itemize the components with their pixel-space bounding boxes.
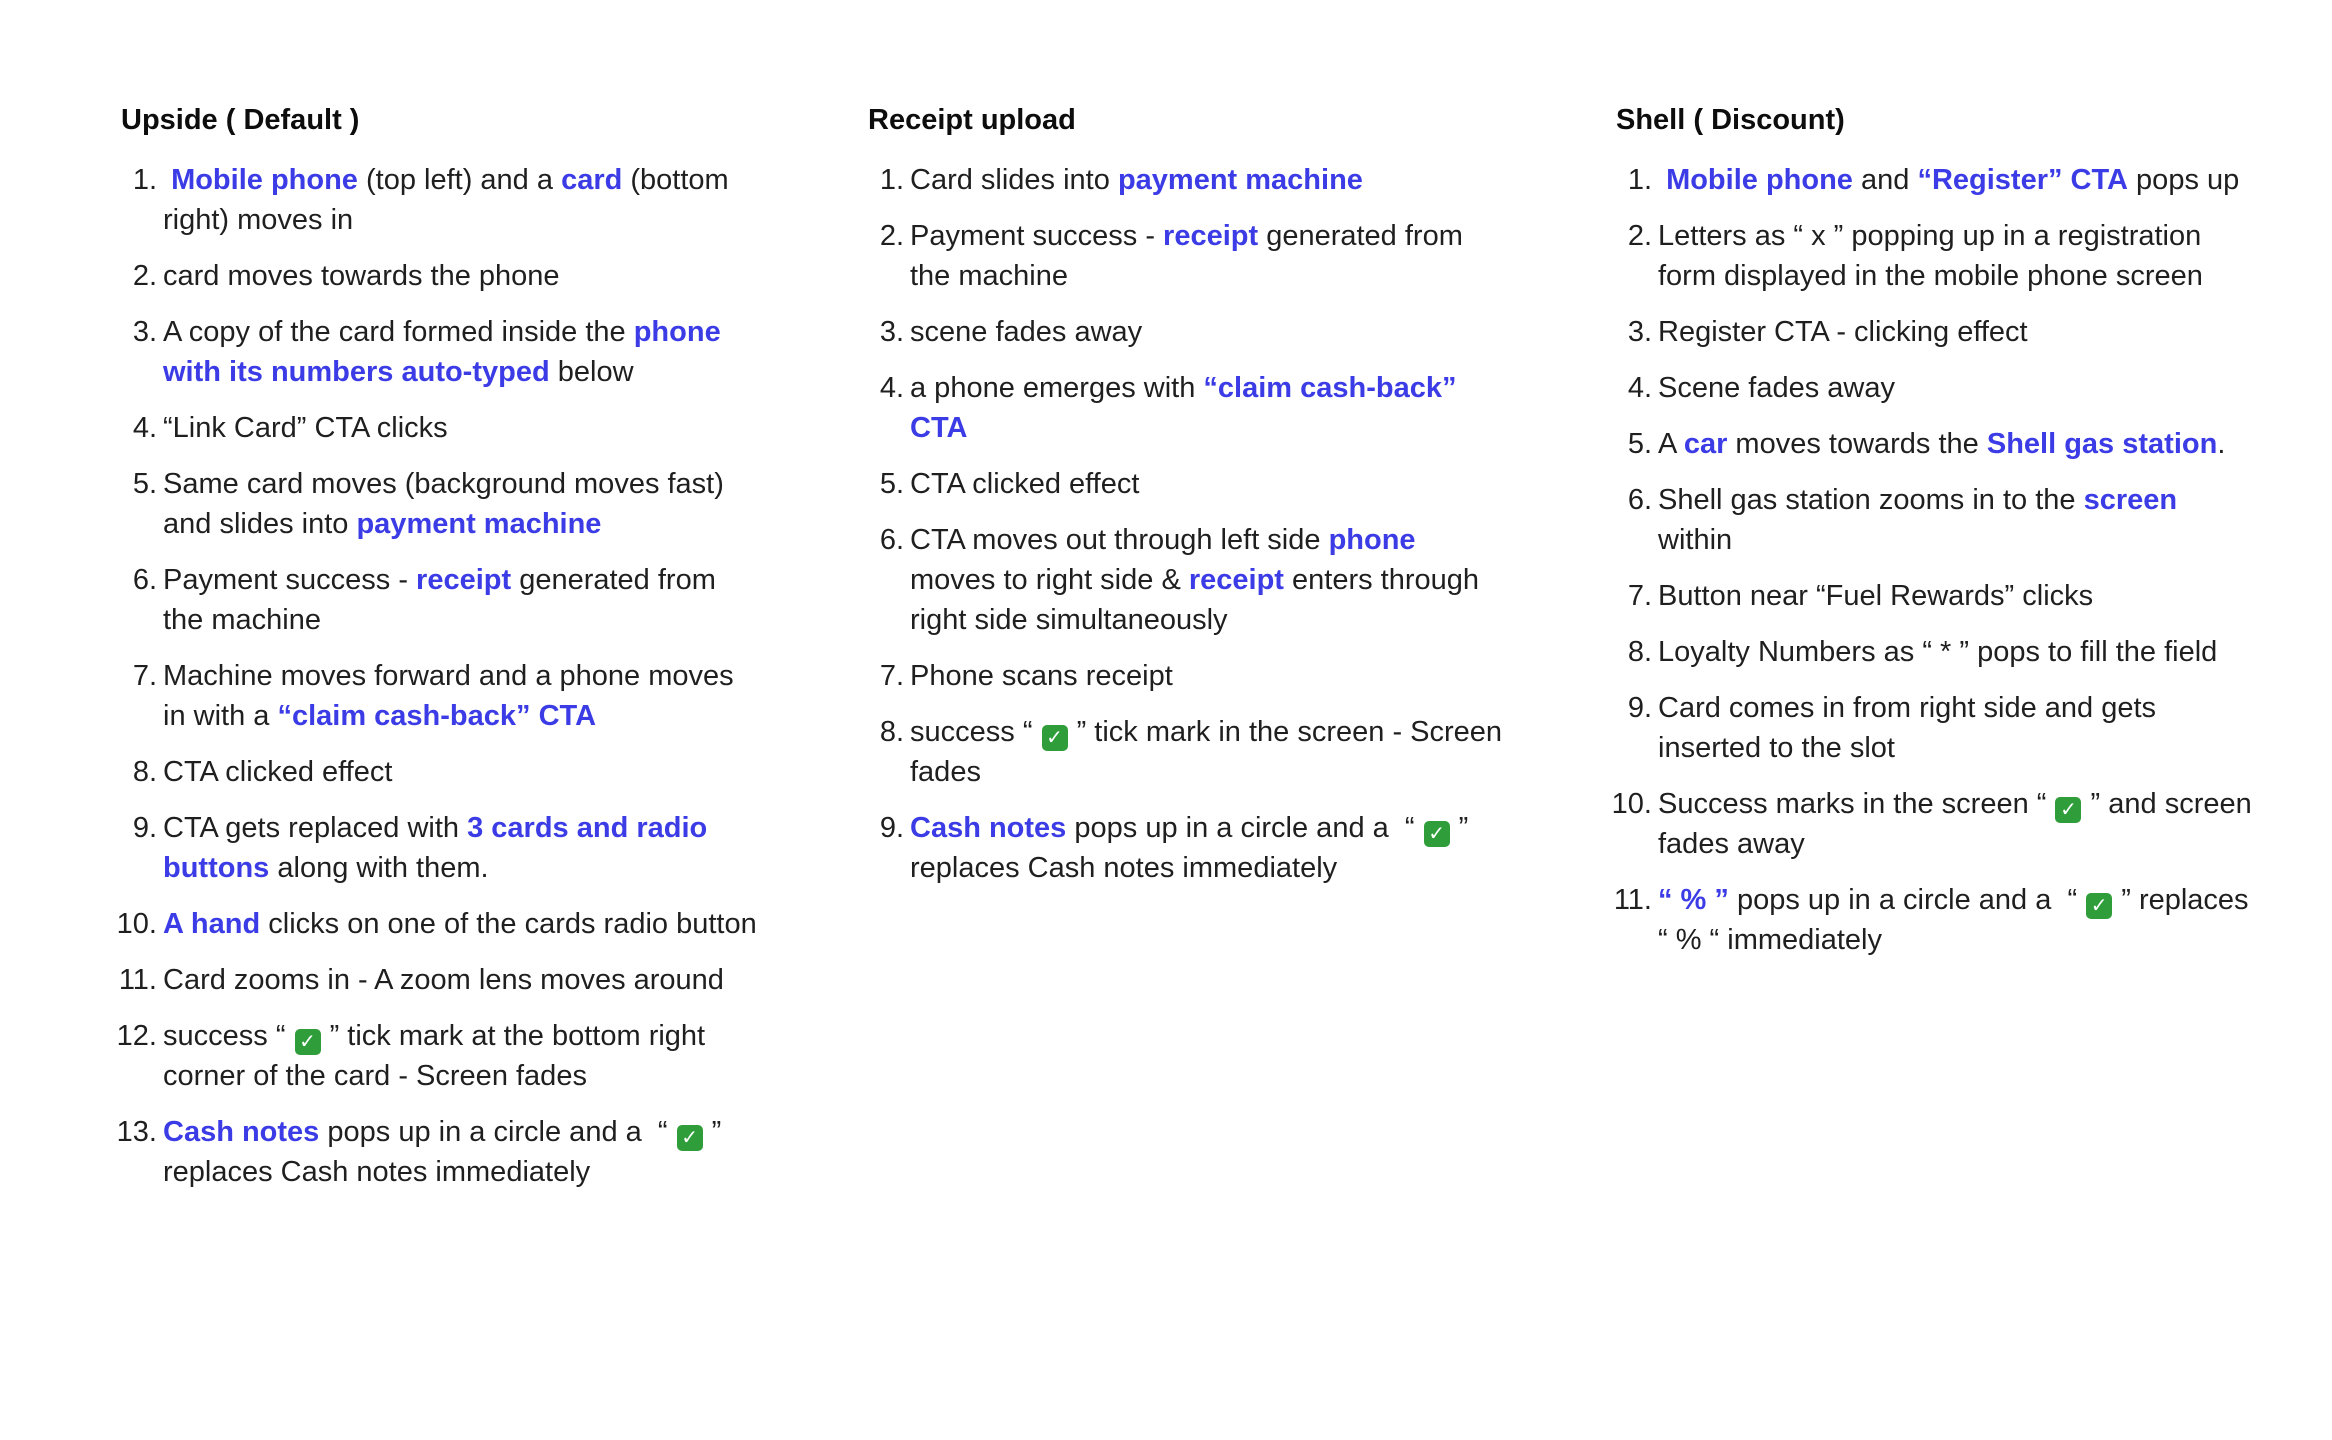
list-item xyxy=(1616,576,2256,616)
step-list xyxy=(1611,160,2260,960)
list-item xyxy=(868,656,1508,696)
step-text: moves towards the xyxy=(1727,428,1987,460)
highlighted-text: Cash notes xyxy=(163,1116,320,1148)
step-number: 1. xyxy=(879,164,904,196)
step-text: Letters as “ x ” popping up in a registration form displayed in the mobile phone screen xyxy=(1658,220,2210,292)
step-text: generated from the machine xyxy=(163,564,724,636)
step-number: 3. xyxy=(879,316,904,348)
step-number: 12. xyxy=(116,1020,157,1052)
step-text: Card slides into xyxy=(910,164,1118,196)
check-mark-icon: ✓ xyxy=(2086,893,2112,919)
highlighted-text: receipt xyxy=(1163,220,1259,252)
highlighted-text: screen xyxy=(2083,484,2178,516)
step-text: ” tick mark in the screen - Screen fades xyxy=(910,716,1511,788)
step-text: Scene fades away xyxy=(1658,372,1895,404)
step-number: 8. xyxy=(879,716,904,748)
step-number: 8. xyxy=(132,756,157,788)
list-item xyxy=(121,752,761,792)
check-mark-icon: ✓ xyxy=(295,1029,321,1055)
list-item xyxy=(116,1016,761,1096)
column-receipt-upload xyxy=(868,100,1511,904)
step-number: 5. xyxy=(1627,428,1652,460)
step-number: 5. xyxy=(879,468,904,500)
list-item xyxy=(868,520,1508,640)
step-text: pops up in a circle and a “ xyxy=(319,1116,676,1148)
list-item xyxy=(868,160,1508,200)
list-item xyxy=(1616,160,2256,200)
list-item xyxy=(116,1112,761,1192)
step-text: (top left) and a xyxy=(357,164,562,196)
list-item xyxy=(868,368,1508,448)
list-item xyxy=(116,904,761,944)
highlighted-text: “ % ” xyxy=(1658,884,1729,916)
step-text: Button near “Fuel Rewards” clicks xyxy=(1658,580,2094,612)
step-text xyxy=(1658,164,1666,196)
step-number: 6. xyxy=(879,524,904,556)
step-number: 7. xyxy=(1627,580,1652,612)
step-number: 7. xyxy=(879,660,904,692)
highlighted-text: receipt xyxy=(1188,564,1284,596)
step-text: scene fades away xyxy=(910,316,1143,348)
highlighted-text: “claim cash-back” CTA xyxy=(910,372,1465,444)
step-number: 3. xyxy=(1627,316,1652,348)
highlighted-text: Mobile phone xyxy=(171,164,358,196)
list-item xyxy=(121,464,761,544)
step-text: a phone emerges with xyxy=(910,372,1204,404)
check-mark-icon: ✓ xyxy=(1042,725,1068,751)
step-text: Register CTA - clicking effect xyxy=(1658,316,2028,348)
list-item xyxy=(868,808,1508,888)
step-text: ” replaces “ % “ immediately xyxy=(1658,884,2257,956)
highlighted-text: phone with its numbers auto-typed xyxy=(163,316,729,388)
step-text: Same card moves (background moves fast) and slides into xyxy=(163,468,732,540)
step-text: within xyxy=(1658,484,2186,556)
column-title: Receipt upload xyxy=(868,104,1076,136)
step-text: Shell gas station zooms in to the xyxy=(1658,484,2084,516)
step-text: Phone scans receipt xyxy=(910,660,1173,692)
step-text: success “ xyxy=(910,716,1041,748)
check-mark-icon: ✓ xyxy=(2055,797,2081,823)
step-number: 5. xyxy=(132,468,157,500)
step-number: 10. xyxy=(1611,788,1652,820)
step-list xyxy=(868,160,1511,888)
step-text: card moves towards the phone xyxy=(163,260,560,292)
step-number: 2. xyxy=(1627,220,1652,252)
step-number: 9. xyxy=(879,812,904,844)
column-title: Shell ( Discount) xyxy=(1616,104,1845,136)
highlighted-text: “claim cash-back” CTA xyxy=(277,700,597,732)
list-item xyxy=(868,464,1508,504)
step-list xyxy=(116,160,761,1192)
step-text: Card comes in from right side and gets inserted to the slot xyxy=(1658,692,2165,764)
list-item xyxy=(121,160,761,240)
step-text: A xyxy=(1658,428,1684,460)
list-item xyxy=(1616,216,2256,296)
list-item xyxy=(121,656,761,736)
step-text: pops up in a circle and a “ xyxy=(1728,884,2086,916)
step-number: 13. xyxy=(116,1116,157,1148)
list-item xyxy=(121,312,761,392)
highlighted-text: payment machine xyxy=(1117,164,1363,196)
step-text: (bottom right) moves in xyxy=(163,164,737,236)
step-number: 1. xyxy=(132,164,157,196)
step-text: below xyxy=(549,356,634,388)
step-number: 4. xyxy=(132,412,157,444)
step-number: 11. xyxy=(118,964,157,996)
step-text: ” replaces Cash notes immediately xyxy=(163,1116,730,1188)
list-item xyxy=(121,560,761,640)
step-text: moves to right side & xyxy=(910,524,1424,596)
list-item xyxy=(1616,632,2256,672)
step-text: enters through right side simultaneously xyxy=(910,564,1488,636)
step-number: 8. xyxy=(1627,636,1652,668)
step-text: CTA clicked effect xyxy=(910,468,1140,500)
step-number: 1. xyxy=(1627,164,1652,196)
step-text: Card zooms in - A zoom lens moves around xyxy=(163,964,724,996)
step-text: . xyxy=(2217,428,2226,460)
step-text: A copy of the card formed inside the xyxy=(163,316,634,348)
highlighted-text: “Register” CTA xyxy=(1917,164,2128,196)
step-text: pops up in a circle and a “ xyxy=(1066,812,1423,844)
step-text: Success marks in the screen “ xyxy=(1658,788,2055,820)
step-number: 2. xyxy=(879,220,904,252)
step-text: Payment success - xyxy=(910,220,1164,252)
check-mark-icon: ✓ xyxy=(677,1125,703,1151)
step-number: 10. xyxy=(116,908,157,940)
list-item xyxy=(1616,688,2256,768)
column-upside-default xyxy=(116,100,761,1208)
highlighted-text: Shell gas station xyxy=(1986,428,2218,460)
list-item xyxy=(1613,880,2257,960)
step-text: ” tick mark at the bottom right corner of the card - Screen fades xyxy=(163,1020,714,1092)
check-mark-icon: ✓ xyxy=(1424,821,1450,847)
list-item xyxy=(1616,368,2256,408)
step-text: Loyalty Numbers as “ * ” pops to fill the field xyxy=(1658,636,2218,668)
step-text xyxy=(163,164,171,196)
list-item xyxy=(868,312,1508,352)
list-item xyxy=(118,960,761,1000)
highlighted-text: card xyxy=(561,164,623,196)
step-text: clicks on one of the cards radio button xyxy=(260,908,757,940)
step-text: ” replaces Cash notes immediately xyxy=(910,812,1477,884)
highlighted-text: receipt xyxy=(416,564,512,596)
step-text: and xyxy=(1852,164,1918,196)
highlighted-text: Mobile phone xyxy=(1666,164,1853,196)
highlighted-text: car xyxy=(1683,428,1728,460)
column-shell-discount xyxy=(1611,100,2260,976)
step-text: “Link Card” CTA clicks xyxy=(163,412,448,444)
step-number: 6. xyxy=(1627,484,1652,516)
highlighted-text: payment machine xyxy=(356,508,602,540)
step-text: Machine moves forward and a phone moves in with a xyxy=(163,660,742,732)
step-number: 7. xyxy=(132,660,157,692)
highlighted-text: A hand xyxy=(163,908,261,940)
step-number: 2. xyxy=(132,260,157,292)
step-number: 9. xyxy=(132,812,157,844)
highlighted-text: 3 cards and radio buttons xyxy=(163,812,716,884)
step-number: 4. xyxy=(879,372,904,404)
step-text: CTA moves out through left side xyxy=(910,524,1329,556)
list-item xyxy=(1616,424,2256,464)
step-number: 4. xyxy=(1627,372,1652,404)
list-item xyxy=(1611,784,2260,864)
step-text: success “ xyxy=(163,1020,294,1052)
list-item xyxy=(1616,312,2256,352)
step-text: generated from the machine xyxy=(910,220,1471,292)
step-text: pops up xyxy=(2128,164,2240,196)
list-item xyxy=(121,256,761,296)
list-item xyxy=(121,808,761,888)
step-number: 9. xyxy=(1627,692,1652,724)
column-title: Upside ( Default ) xyxy=(121,104,360,136)
list-item xyxy=(121,408,761,448)
list-item xyxy=(868,216,1508,296)
step-text: Payment success - xyxy=(163,564,417,596)
step-number: 6. xyxy=(132,564,157,596)
step-number: 3. xyxy=(132,316,157,348)
highlighted-text: Cash notes xyxy=(910,812,1067,844)
list-item xyxy=(868,712,1511,792)
step-text: CTA gets replaced with xyxy=(163,812,468,844)
highlighted-text: phone xyxy=(1328,524,1416,556)
list-item xyxy=(1616,480,2256,560)
step-text: along with them. xyxy=(269,852,489,884)
step-number: 11. xyxy=(1613,884,1652,916)
step-text: ” and screen fades away xyxy=(1658,788,2260,860)
step-text: CTA clicked effect xyxy=(163,756,393,788)
